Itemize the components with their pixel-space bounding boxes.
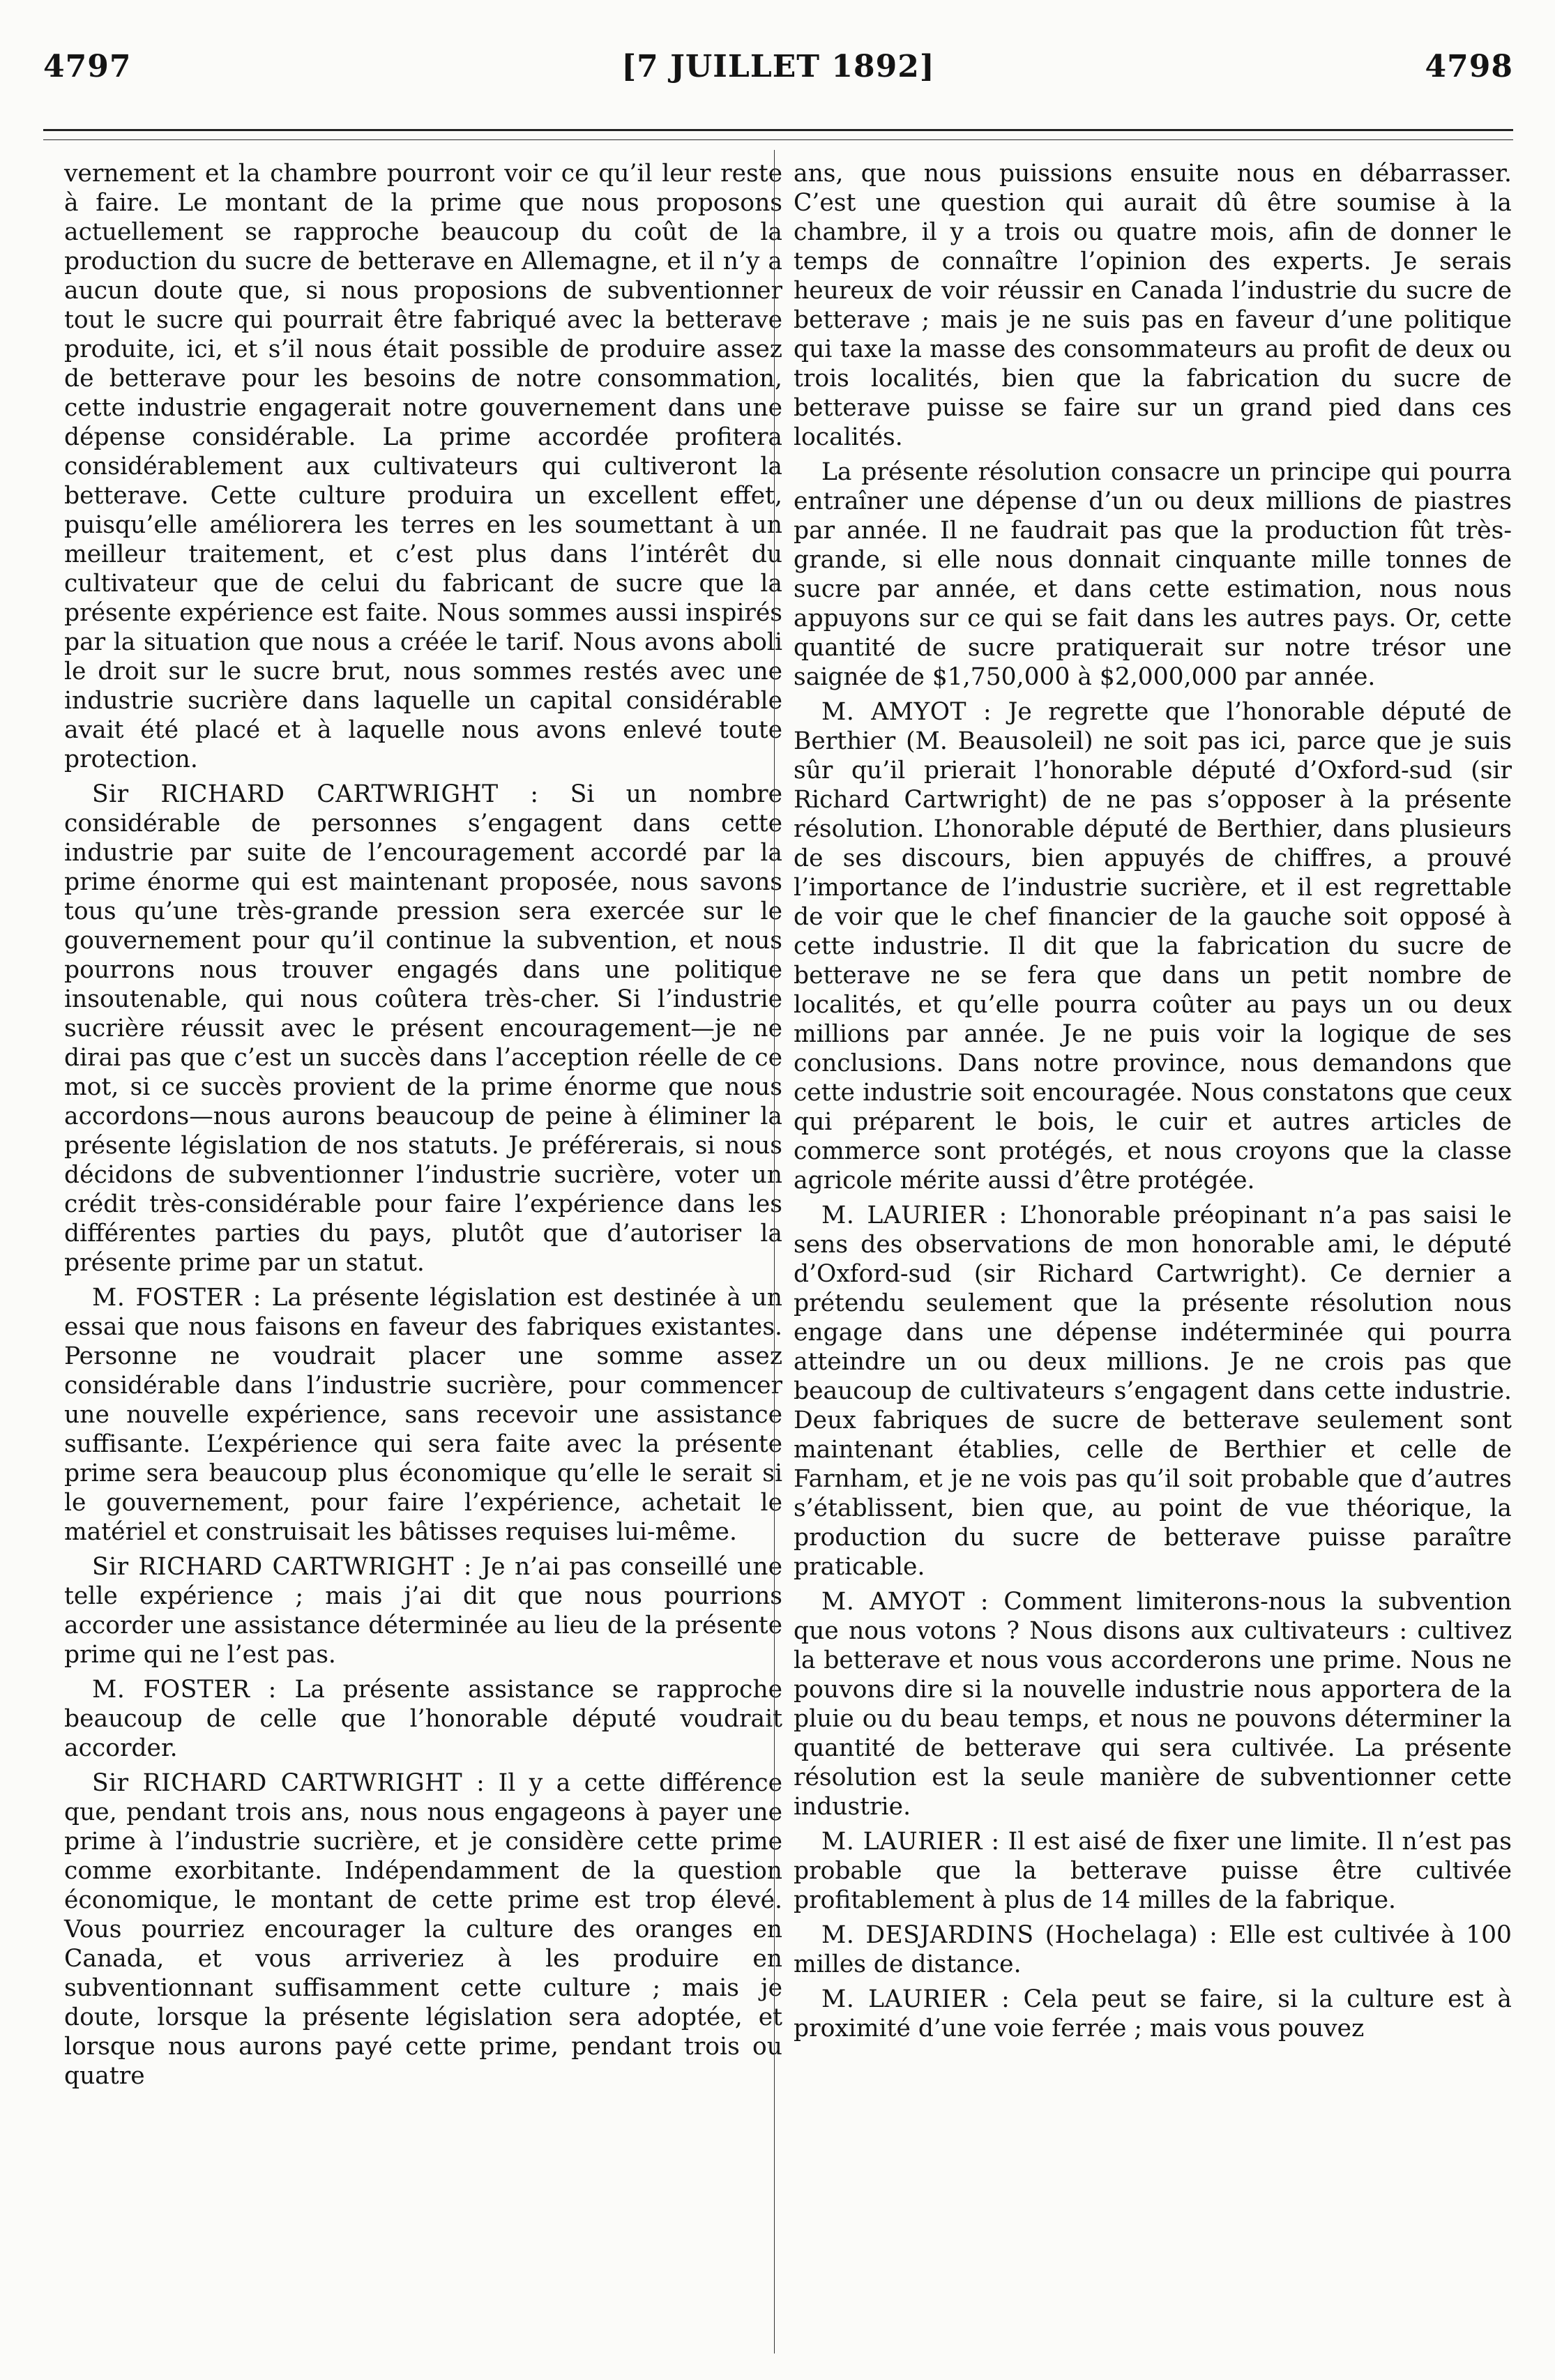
speaker-name: M. DESJARDINS (Hochelaga) : [821, 1921, 1218, 1949]
paragraph-text: Je regrette que l’honorable député de Berthier (M. Beausoleil) ne soit pas ici, parce que je suis sûr qu’il prierait l’honorable député d’Oxford-sud (sir Richard Cartwright) de ne pas s’opposer à la présente résolution. L’honorable député de Berthier, dans plusieurs de ses discours, bien appuyés de chiffres, a prouvé l’importance de l’industrie sucrière, et il est regrettable de voir que le chef financier de la gauche soit opposé à cette industrie. Il dit que la fabrication du sucre de betterave ne se fera que dans un petit nombre de localités, et qu’elle pourra coûter au pays un ou deux millions par année. Je ne puis voir la logique de ses conclusions. Dans notre province, nous demandons que cette industrie soit encouragée. Nous constatons que ceux qui préparent le bois, le cuir et autres articles de commerce sont protégés, et nous croyons que la classe agricole mérite aussi d’être protégée. [794, 698, 1512, 1195]
speaker-name: M. FOSTER : [92, 1676, 277, 1704]
header-rule-thick [43, 129, 1513, 131]
paragraph-text: L’honorable préopinant n’a pas saisi le sens des observations de mon honorable ami, le député d’Oxford-sud (sir Richard Cartwright). Ce dernier a prétendu seulement que la présente résolution nous engage dans une dépense indéterminée qui pourra atteindre un ou deux millions. Je ne crois pas que beaucoup de cultivateurs s’engagent dans cette industrie. Deux fabriques de sucre de betterave seulement sont maintenant établies, celle de Berthier et celle de Farnham, et je ne vois pas qu’il soit probable que d’autres s’établissent, bien que, au point de vue théorique, la production du sucre de betterave puisse paraître praticable. [794, 1202, 1512, 1581]
paragraph [794, 159, 1512, 452]
right-column [794, 159, 1512, 2043]
page-number-right: 4798 [1425, 49, 1513, 84]
speaker-name: M. AMYOT : [821, 698, 992, 726]
speaker-name: Sir RICHARD CARTWRIGHT : [92, 780, 539, 808]
paragraph-text: La présente résolution consacre un principe qui pourra entraîner une dépense d’un ou deux millions de piastres par année. Il ne faudrait pas que la production fût très-grande, si elle nous donnait cinquante mille tonnes de sucre par année, et dans cette estimation, nous nous appuyons sur ce qui se fait dans les autres pays. Or, cette quantité de sucre pratiquerait sur notre trésor une saignée de $1,750,000 à $2,000,000 par année. [794, 458, 1512, 691]
header-rule-thin [43, 139, 1513, 140]
paragraph-text: Elle est cultivée à 100 milles de distance. [794, 1921, 1512, 1978]
paragraph-text: Cela peut se faire, si la culture est à proximité d’une voie ferrée ; mais vous pouvez [794, 1985, 1512, 2042]
speaker-name: M. LAURIER : [821, 1202, 1008, 1229]
page-header [43, 49, 1513, 105]
paragraph-text: ans, que nous puissions ensuite nous en débarrasser. C’est une question qui aurait dû être soumise à la chambre, il y a trois ou quatre mois, afin de donner le temps de connaître l’opinion des experts. Je serais heureux de voir réussir en Canada l’industrie du sucre de betterave ; mais je ne suis pas en faveur d’une politique qui taxe la masse des consommateurs au profit de deux ou trois localités, bien que la fabrication du sucre de betterave puisse se faire sur un grand pied dans ces localités. [794, 160, 1512, 451]
speaker-name: M. LAURIER : [821, 1985, 1010, 2013]
paragraph [64, 1675, 782, 1763]
speaker-name: M. LAURIER : [821, 1828, 1000, 1856]
page-number-left: 4797 [43, 49, 132, 84]
speaker-name: Sir RICHARD CARTWRIGHT : [92, 1769, 485, 1797]
paragraph [794, 1920, 1512, 1979]
paragraph-text: vernement et la chambre pourront voir ce qu’il leur reste à faire. Le montant de la prime que nous proposons actuellement se rapproche beaucoup du coût de la production du sucre de betterave en Allemagne, et il n’y a aucun doute que, si nous proposions de subventionner tout le sucre qui pourrait être fabriqué avec la betterave produite, ici, et s’il nous était possible de produire assez de betterave pour les besoins de notre consommation, cette industrie engagerait notre gouvernement dans une dépense considérable. La prime accordée profitera considérablement aux cultivateurs qui cultiveront la betterave. Cette culture produira un excellent effet, puisqu’elle améliorera les terres en les soumettant à un meilleur traitement, et c’est plus dans l’intérêt du cultivateur que de celui du fabricant de sucre que la présente expérience est faite. Nous sommes aussi inspirés par la situation que nous a créée le tarif. Nous avons aboli le droit sur le sucre brut, nous sommes restés avec une industrie sucrière dans laquelle un capital considérable avait été placé et à laquelle nous avons enlevé toute protection. [64, 160, 782, 773]
paragraph [794, 1587, 1512, 1821]
page-date: [7 JUILLET 1892] [621, 49, 935, 84]
speaker-name: M. AMYOT : [821, 1588, 989, 1616]
paragraph [64, 1552, 782, 1669]
paragraph-text: Il est aisé de fixer une limite. Il n’est pas probable que la betterave puisse être cultivée profitablement à plus de 14 milles de la fabrique. [794, 1828, 1512, 1914]
paragraph [64, 1283, 782, 1547]
column-divider [774, 150, 775, 2354]
left-column [64, 159, 782, 2091]
paragraph [794, 697, 1512, 1195]
paragraph-text: Je n’ai pas conseillé une telle expérience ; mais j’ai dit que nous pourrions accorder une assistance déterminée au lieu de la présente prime qui ne l’est pas. [64, 1553, 782, 1669]
paragraph [64, 159, 782, 774]
paragraph [794, 457, 1512, 692]
speaker-name: M. FOSTER : [92, 1284, 261, 1312]
paragraph [794, 1827, 1512, 1915]
paragraph-text: Si un nombre considérable de personnes s’engagent dans cette industrie par suite de l’encouragement accordé par la prime énorme qui est maintenant proposée, nous savons tous qu’une très-grande pression sera exercée sur le gouvernement pour qu’il continue la subvention, et nous pourrons nous trouver engagés dans une politique insoutenable, qui nous coûtera très-cher. Si l’industrie sucrière réussit avec le présent encouragement—je ne dirai pas que c’est un succès dans l’acception réelle de ce mot, si ce succès provient de la prime énorme que nous accordons—nous aurons beaucoup de peine à éliminer la présente législation de nos statuts. Je préférerais, si nous décidons de subventionner l’industrie sucrière, voter un crédit très-considérable pour faire l’expérience dans les différentes parties du pays, plutôt que d’autoriser la présente prime par un statut. [64, 780, 782, 1277]
paragraph [794, 1985, 1512, 2043]
paragraph-text: La présente assistance se rapproche beaucoup de celle que l’honorable député voudrait accorder. [64, 1676, 782, 1762]
paragraph-text: La présente législation est destinée à un essai que nous faisons en faveur des fabriques existantes. Personne ne voudrait placer une somme assez considérable dans l’industrie sucrière, pour commencer une nouvelle expérience, sans recevoir une assistance suffisante. L’expérience qui sera faite avec la présente prime sera beaucoup plus économique qu’elle le serait si le gouvernement, pour faire l’expérience, achetait le matériel et construisait les bâtisses requises lui-même. [64, 1284, 783, 1546]
paragraph [64, 1768, 782, 2091]
paragraph-text: Comment limiterons-nous la subvention que nous votons ? Nous disons aux cultivateurs : cultivez la betterave et nous vous accorderons une prime. Nous ne pouvons dire si la nouvelle industrie nous apportera de la pluie ou du beau temps, et nous ne pouvons déterminer la quantité de betterave qui sera cultivée. La présente résolution est la seule manière de subventionner cette industrie. [794, 1588, 1512, 1821]
speaker-name: Sir RICHARD CARTWRIGHT : [92, 1553, 472, 1581]
paragraph [64, 780, 782, 1278]
paragraph-text: Il y a cette différence que, pendant trois ans, nous nous engageons à payer une prime à l’industrie sucrière, et je considère cette prime comme exorbitante. Indépendamment de la question économique, le montant de cette prime est trop élevé. Vous pourriez encourager la culture des oranges en Canada, et vous arriveriez à les produire en subventionnant suffisamment cette culture ; mais je doute, lorsque la présente législation sera adoptée, et lorsque nous aurons payé cette prime, pendant trois ou quatre [64, 1769, 782, 2090]
paragraph [794, 1201, 1512, 1582]
